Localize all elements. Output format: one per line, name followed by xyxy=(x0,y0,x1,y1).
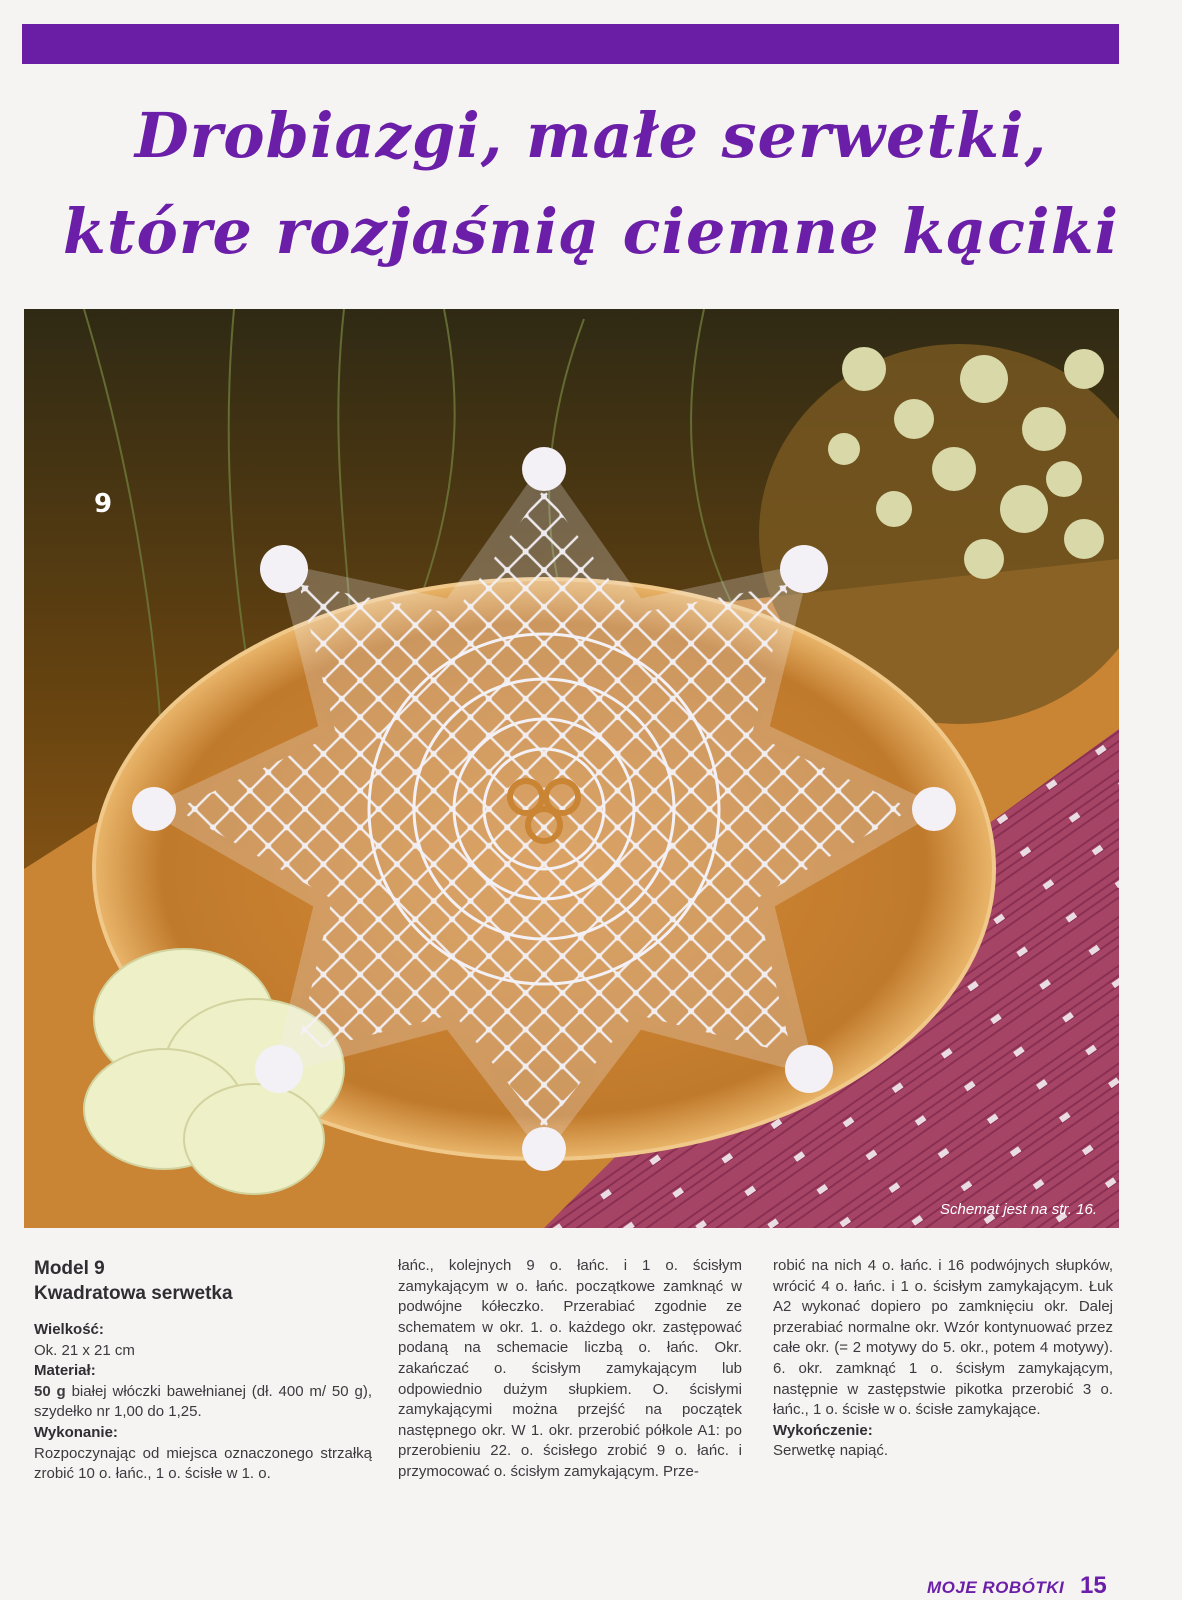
model-subtitle: Kwadratowa serwetka xyxy=(34,1283,233,1304)
text-column-2 xyxy=(398,1256,742,1483)
headline-line-1: Drobiazgi, małe serwetki, xyxy=(134,99,1048,172)
material-text xyxy=(34,1382,372,1423)
magazine-brand: MOJE ROBÓTKI xyxy=(927,1578,1065,1597)
photo-model-number: 9 xyxy=(94,489,113,519)
model-title: Model 9 xyxy=(34,1258,105,1279)
execution-text-1: Rozpoczynając od miejsca oznaczonego strzałką zrobić 10 o. łańc., 1 o. ścisłe w 1. o. xyxy=(34,1444,372,1483)
top-color-band xyxy=(22,24,1119,64)
doily-photo xyxy=(24,309,1119,1228)
size-text: Ok. 21 x 21 cm xyxy=(34,1341,135,1359)
page-headline xyxy=(0,88,1182,280)
execution-text-2: łańc., kolejnych 9 o. łańc. i 1 o. ścisłym zamykającym w o. łańc. początkowe zamknąć w podwójne kółeczko. Przerabiać zgodnie ze schematem w okr. 1. o. każdego okr. zastępować podaną na schemacie liczbą o. łańc. Okr. zakańczać o. ścisłym zamykającym lub odpowiednio dużym słupkiem. O. ścisłymi zamykającymi można przejść na początek następnego okr. W 1. okr. przerobić półkole A1: po przerobieniu 22. o. ścisłego zrobić 9 o. łańc. i przymocować o. ścisłym zamykającym. Prze- xyxy=(398,1257,742,1480)
text-column-3 xyxy=(773,1256,1113,1462)
size-label: Wielkość: xyxy=(34,1321,104,1338)
photo-caption: Schemat jest na str. 16. xyxy=(939,1201,1097,1218)
doily-photo-illustration xyxy=(24,309,1119,1228)
headline-line-2: które rozjaśnią ciemne kąciki xyxy=(62,195,1120,268)
finish-label: Wykończenie: xyxy=(773,1421,873,1439)
finish-text: Serwetkę napiąć. xyxy=(773,1442,889,1460)
material-amount: 50 g xyxy=(34,1382,66,1400)
material-description: białej włóczki bawełnianej (dł. 400 m/ 50 g), szydełko nr 1,00 do 1,25. xyxy=(34,1382,372,1421)
page-number: 15 xyxy=(1080,1572,1107,1599)
execution-text-3: robić na nich 4 o. łańc. i 16 podwójnych słupków, wrócić 4 o. łańc. i 1 o. ścisłym zamykającym. Łuk A2 wykonać dopiero po zamknięciu okr. Dalej przerabiać normalne okr. Wzór kontynuować przez całe okr. (= 2 motywy do 5. okr., potem 4 motywy). 6. okr. zamknąć 1 o. ścisłym zamykającym, następnie w zastępstwie pikotka przerobić 3 o. łańc., 1 o. ścisłe w o. ścisłe zamykające. xyxy=(773,1257,1113,1419)
material-label: Materiał: xyxy=(34,1362,96,1380)
text-column-1 xyxy=(34,1256,372,1485)
execution-label: Wykonanie: xyxy=(34,1423,118,1441)
